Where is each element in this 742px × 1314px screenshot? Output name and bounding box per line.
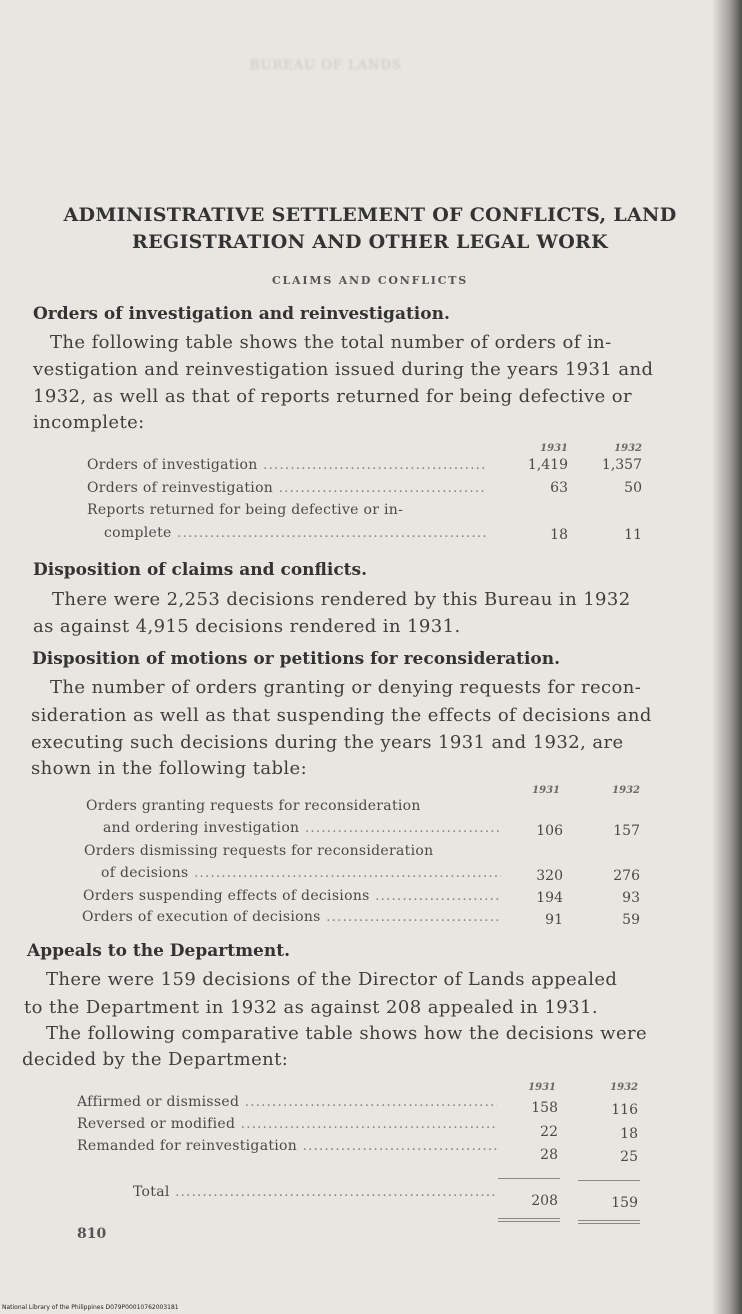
paragraph-line: There were 159 decisions of the Director of Lands appealed [46, 969, 618, 990]
table-cell-1931: 22 [540, 1124, 558, 1140]
table-row-label: Reversed or modified ..... [77, 1116, 497, 1132]
paragraph-line: decided by the Department: [22, 1049, 289, 1070]
table-row-label-line: Reports returned for being defective or in- [87, 502, 404, 518]
table-cell-1931: 18 [550, 527, 568, 543]
table-cell-1932: 50 [624, 480, 642, 496]
table-cell-1931: 158 [531, 1100, 558, 1116]
table-row-label: and ordering investigation ..... [103, 820, 501, 836]
paragraph-line: 1932, as well as that of reports returned for being defective or [33, 386, 632, 407]
paragraph-line: shown in the following table: [31, 758, 308, 779]
table-cell-1932: 11 [624, 527, 642, 543]
table-row-label-line: Orders granting requests for reconsideration [86, 798, 421, 814]
table-cell-1931: 320 [536, 868, 563, 884]
table-cell-1932: 116 [611, 1102, 638, 1118]
year-header-1931: 1931 [528, 1082, 556, 1093]
table-cell-1932: 1,357 [601, 457, 642, 473]
table-total-label: Total ..... [133, 1184, 497, 1200]
heading-disposition-motions: Disposition of motions or petitions for reconsideration. [32, 649, 561, 669]
table-cell-1931: 1,419 [527, 457, 568, 473]
table-total-1932: 159 [611, 1195, 638, 1211]
table-cell-1932: 93 [622, 890, 640, 906]
running-head: BUREAU OF LANDS [250, 58, 402, 73]
page-edge-shadow [712, 0, 742, 1314]
table-row-label: of decisions ..... [101, 865, 501, 881]
total-double-rule-1931 [498, 1218, 560, 1219]
total-double-rule-1932 [578, 1220, 640, 1221]
year-header-1932: 1932 [610, 1082, 638, 1093]
heading-orders-investigation: Orders of investigation and reinvestigation. [33, 304, 450, 324]
paragraph-line: sideration as well as that suspending the effects of decisions and [31, 705, 652, 726]
scan-footer: National Library of the Philippines D079P00010762003181 [2, 1304, 179, 1311]
year-header-1932: 1932 [614, 443, 642, 454]
paragraph-line: The number of orders granting or denying requests for recon- [50, 677, 642, 698]
table-cell-1932: 276 [613, 868, 640, 884]
total-double-rule-1932 [578, 1223, 640, 1224]
sum-rule-1931 [498, 1178, 560, 1179]
table-cell-1932: 18 [620, 1126, 638, 1142]
section-title-line-2: REGISTRATION AND OTHER LEGAL WORK [132, 231, 608, 253]
paragraph-line: The following comparative table shows how the decisions were [46, 1023, 648, 1044]
table-row-label: Orders of execution of decisions ..... [82, 909, 501, 925]
total-double-rule-1931 [498, 1221, 560, 1222]
table-row-label: Orders of reinvestigation ..... [87, 480, 487, 496]
table-row-label: Affirmed or dismissed ..... [77, 1094, 497, 1110]
sum-rule-1932 [578, 1180, 640, 1181]
paragraph-line: There were 2,253 decisions rendered by this Bureau in 1932 [52, 589, 631, 610]
table-cell-1932: 59 [622, 912, 640, 928]
paragraph-line: as against 4,915 decisions rendered in 1931. [33, 616, 461, 637]
heading-appeals: Appeals to the Department. [27, 941, 291, 961]
table-cell-1931: 194 [536, 890, 563, 906]
section-title-line-1: ADMINISTRATIVE SETTLEMENT OF CONFLICTS, LAND [63, 204, 677, 226]
paragraph-line: executing such decisions during the years 1931 and 1932, are [31, 732, 624, 753]
table-total-1931: 208 [531, 1193, 558, 1209]
table-row-label: Remanded for reinvestigation ..... [77, 1138, 497, 1154]
table-cell-1931: 91 [545, 912, 563, 928]
table-cell-1931: 28 [540, 1147, 558, 1163]
page-number: 810 [77, 1226, 107, 1242]
section-subtitle: CLAIMS AND CONFLICTS [271, 274, 469, 287]
table-row-label: Orders of investigation ..... [87, 457, 487, 473]
paragraph-line: to the Department in 1932 as against 208 appealed in 1931. [24, 997, 598, 1018]
table-row-label: complete ..... [104, 525, 487, 541]
table-row-label: Orders suspending effects of decisions ..... [83, 888, 501, 904]
table-cell-1932: 157 [613, 823, 640, 839]
year-header-1931: 1931 [540, 443, 568, 454]
table-cell-1931: 63 [550, 480, 568, 496]
paragraph-line: incomplete: [33, 412, 145, 433]
paragraph-line: vestigation and reinvestigation issued during the years 1931 and [33, 359, 654, 380]
paragraph-line: The following table shows the total number of orders of in- [50, 332, 612, 353]
table-cell-1932: 25 [620, 1149, 638, 1165]
table-row-label-line: Orders dismissing requests for reconsideration [84, 843, 434, 859]
year-header-1931: 1931 [532, 785, 560, 796]
heading-disposition-claims: Disposition of claims and conflicts. [33, 560, 368, 580]
year-header-1932: 1932 [612, 785, 640, 796]
table-cell-1931: 106 [536, 823, 563, 839]
